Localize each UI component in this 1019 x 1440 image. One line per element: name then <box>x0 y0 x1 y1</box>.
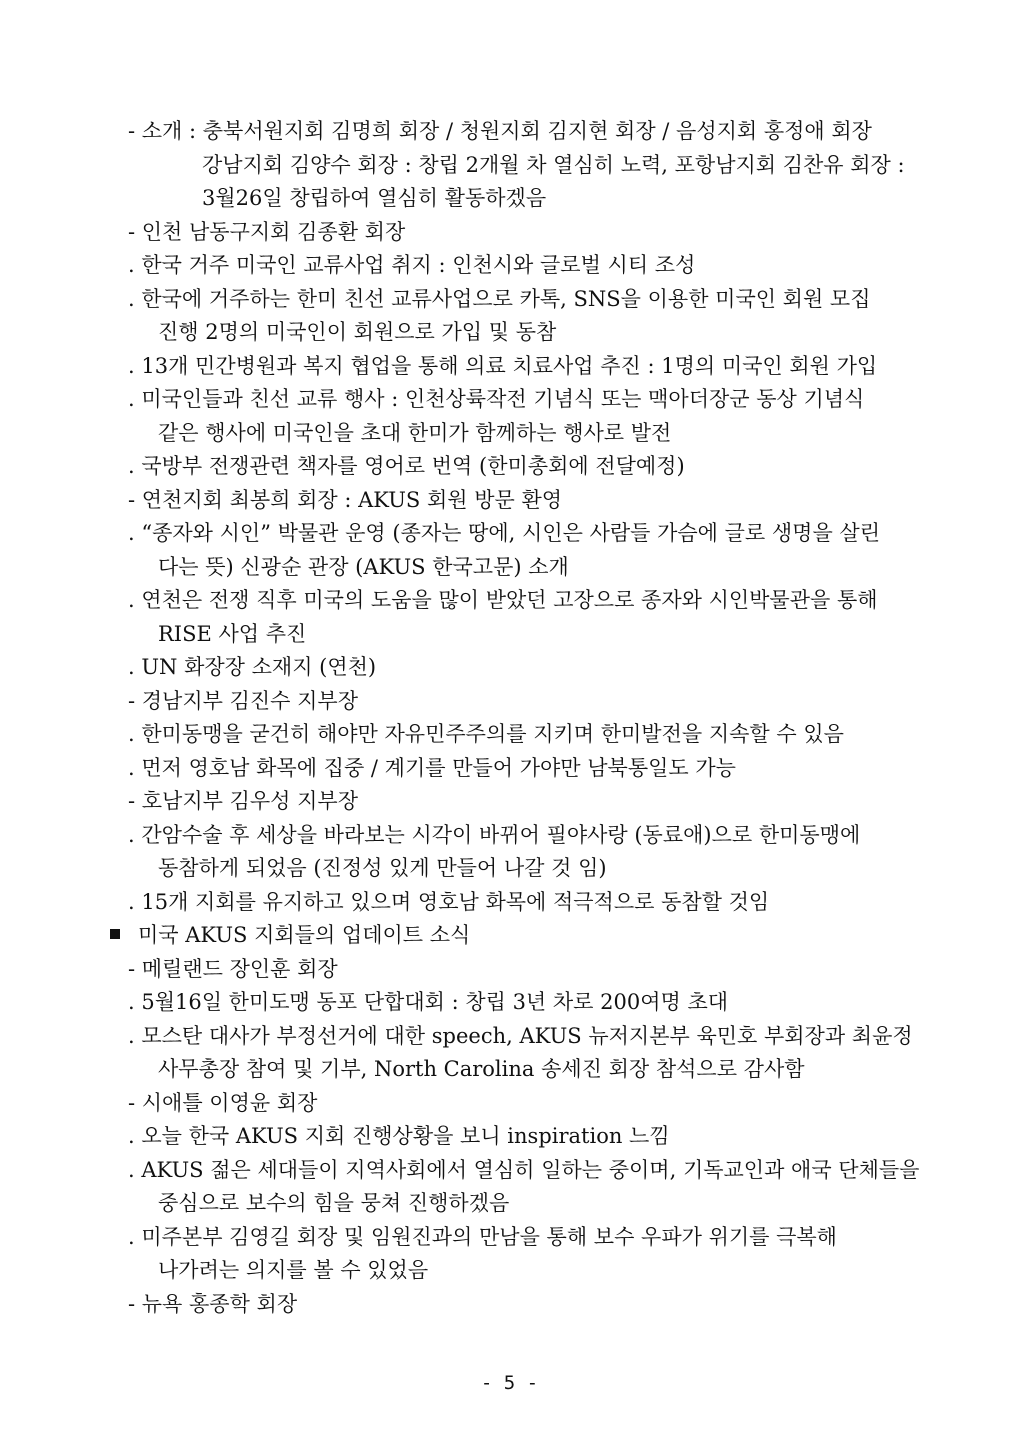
list-item-continuation: 강남지회 김양수 회장 : 창립 2개월 차 열심히 노력, 포항남지회 김찬유 회장 : <box>202 152 905 177</box>
list-item: - 인천 남동구지회 김종환 회장 <box>128 219 406 244</box>
section-heading-text: 미국 AKUS 지회들의 업데이트 소식 <box>138 923 471 947</box>
sub-list-item: . 국방부 전쟁관련 책자를 영어로 번역 (한미총회에 전달예정) <box>128 454 685 478</box>
sub-list-item: . 모스탄 대사가 부정선거에 대한 speech, AKUS 뉴저지본부 육민호 부회장과 최윤정 <box>128 1023 913 1048</box>
list-item-continuation: 중심으로 보수의 힘을 뭉쳐 진행하겠음 <box>158 1191 510 1215</box>
list-item-continuation: 다는 뜻) 신광순 관장 (AKUS 한국고문) 소개 <box>158 554 569 579</box>
list-item-continuation: 동참하게 되었음 (진정성 있게 만들어 나갈 것 임) <box>158 856 607 880</box>
list-item: - 뉴욕 홍종학 회장 <box>128 1291 298 1316</box>
list-item-continuation: 3월26일 창립하여 열심히 활동하겠음 <box>202 186 547 210</box>
list-item-continuation: 같은 행사에 미국인을 초대 한미가 함께하는 행사로 발전 <box>158 420 672 445</box>
sub-list-item: . 미주본부 김영길 회장 및 임원진과의 만남을 통해 보수 우파가 위기를 극복해 <box>128 1224 837 1249</box>
list-item: - 소개 : 충북서원지회 김명희 회장 / 청원지회 김지현 회장 / 음성지회 홍정애 회장 <box>128 119 872 143</box>
list-item: - 연천지회 최봉희 회장 : AKUS 회원 방문 환영 <box>128 487 563 512</box>
sub-list-item: . 오늘 한국 AKUS 지회 진행상황을 보니 inspiration 느낌 <box>128 1124 670 1148</box>
list-item-continuation: 진행 2명의 미국인이 회원으로 가입 및 동참 <box>158 320 557 344</box>
square-bullet-icon <box>110 929 120 939</box>
list-item-continuation: 나가려는 의지를 볼 수 있었음 <box>158 1258 429 1282</box>
list-item: - 메릴랜드 장인훈 회장 <box>128 956 338 981</box>
list-item: - 경남지부 김진수 지부장 <box>128 688 358 713</box>
sub-list-item: . 13개 민간병원과 복지 협업을 통해 의료 치료사업 추진 : 1명의 미국인 회원 가입 <box>128 353 878 378</box>
sub-list-item: . 15개 지회를 유지하고 있으며 영호남 화목에 적극적으로 동참할 것임 <box>128 889 770 914</box>
sub-list-item: . 간암수술 후 세상을 바라보는 시각이 바뀌어 필야사랑 (동료애)으로 한미동맹에 <box>128 822 861 847</box>
sub-list-item: . 먼저 영호남 화목에 집중 / 계기를 만들어 가야만 남북통일도 가능 <box>128 755 736 780</box>
sub-list-item: . 미국인들과 친선 교류 행사 : 인천상륙작전 기념식 또는 맥아더장군 동상 기념식 <box>128 387 865 411</box>
page-number: - 5 - <box>480 1372 539 1394</box>
sub-list-item: . 5월16일 한미도맹 동포 단합대회 : 창립 3년 차로 200여명 초대 <box>128 990 729 1014</box>
list-item: - 호남지부 김우성 지부장 <box>128 789 358 813</box>
sub-list-item: . UN 화장장 소재지 (연천) <box>128 655 377 679</box>
sub-list-item: . 한국 거주 미국인 교류사업 취지 : 인천시와 글로벌 시티 조성 <box>128 253 696 277</box>
list-item: - 시애틀 이영윤 회장 <box>128 1090 318 1115</box>
list-item-continuation: 사무총장 참여 및 기부, North Carolina 송세진 회장 참석으로 감사함 <box>158 1057 805 1081</box>
section-heading <box>110 919 470 952</box>
sub-list-item: . 한국에 거주하는 한미 친선 교류사업으로 카톡, SNS을 이용한 미국인 회원 모집 <box>128 286 871 311</box>
sub-list-item: . “종자와 시인” 박물관 운영 (종자는 땅에, 시인은 사람들 가슴에 글로 생명을 살린 <box>128 521 880 545</box>
sub-list-item: . AKUS 젊은 세대들이 지역사회에서 열심히 일하는 중이며, 기독교인과 애국 단체들을 <box>128 1157 920 1182</box>
list-item-continuation: RISE 사업 추진 <box>158 621 307 646</box>
sub-list-item: . 한미동맹을 굳건히 해야만 자유민주주의를 지키며 한미발전을 지속할 수 있음 <box>128 722 844 746</box>
sub-list-item: . 연천은 전쟁 직후 미국의 도움을 많이 받았던 고장으로 종자와 시인박물관을 통해 <box>128 588 878 612</box>
